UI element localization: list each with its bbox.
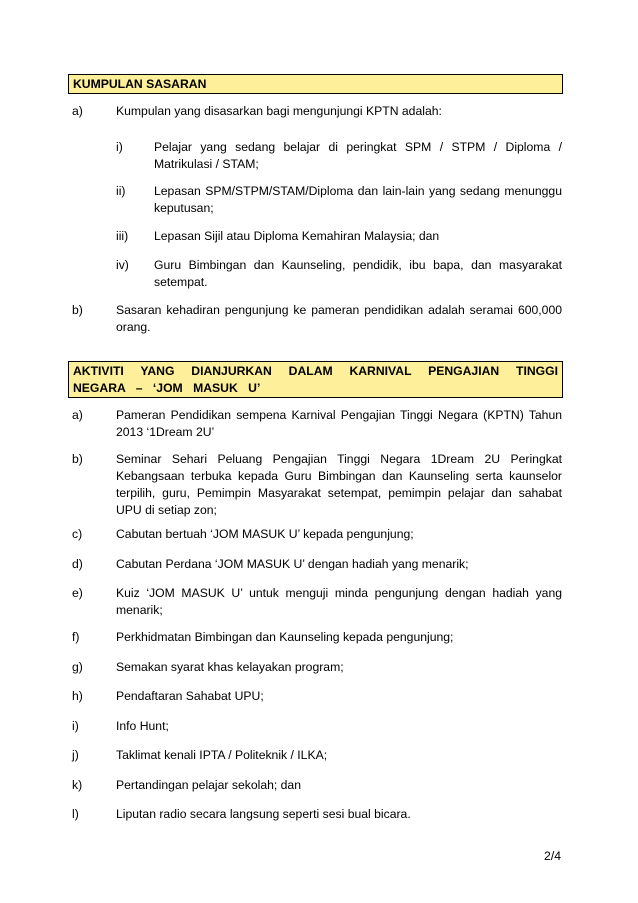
- sub-item-label: iii): [116, 229, 129, 243]
- sub-item-text: Pelajar yang sedang belajar di peringkat SPM / STPM / Diploma / Matrikulasi / STAM;: [154, 140, 562, 171]
- item-text: Sasaran kehadiran pengunjung ke pameran pendidikan adalah seramai 600,000 orang.: [116, 303, 562, 334]
- item-text: Pameran Pendidikan sempena Karnival Pengajian Tinggi Negara (KPTN) Tahun 2013 ‘1Dream 2U’: [116, 408, 562, 439]
- item-label: a): [72, 104, 83, 118]
- item-label: g): [72, 660, 83, 674]
- item-label: f): [72, 630, 80, 644]
- item-label: i): [72, 719, 79, 733]
- item-text: Seminar Sehari Peluang Pengajian Tinggi Negara 1Dream 2U Peringkat Kebangsaan terbuka kepada Guru Bimbingan dan Kaunseling serta kaunselor terpilih, guru, Pemimpin Masyarakat setempat, pemimpin pelajar dan sahabat UPU di setiap zon;: [116, 452, 562, 517]
- item-text: Semakan syarat khas kelayakan program;: [116, 660, 344, 674]
- item-text: Kumpulan yang disasarkan bagi mengunjungi KPTN adalah:: [116, 104, 442, 118]
- item-label: b): [72, 303, 83, 317]
- page-number: 2/4: [544, 849, 561, 863]
- section-heading-kumpulan-sasaran: KUMPULAN SASARAN: [68, 74, 563, 94]
- sub-item-label: iv): [116, 258, 129, 272]
- item-text: Pendaftaran Sahabat UPU;: [116, 689, 264, 703]
- sub-item-label: i): [116, 140, 123, 154]
- item-label: e): [72, 586, 83, 600]
- section-heading-aktiviti: AKTIVITI YANG DIANJURKAN DALAM KARNIVAL PENGAJIAN TINGGI NEGARA – ‘JOM MASUK U’: [68, 361, 563, 398]
- item-text: Cabutan Perdana ‘JOM MASUK U’ dengan hadiah yang menarik;: [116, 557, 469, 571]
- item-label: l): [72, 807, 79, 821]
- item-text: Info Hunt;: [116, 719, 169, 733]
- sub-item-text: Lepasan Sijil atau Diploma Kemahiran Malaysia; dan: [154, 229, 440, 243]
- item-text: Cabutan bertuah ‘JOM MASUK U’ kepada pengunjung;: [116, 527, 414, 541]
- sub-item-text: Guru Bimbingan dan Kaunseling, pendidik, ibu bapa, dan masyarakat setempat.: [154, 258, 562, 289]
- sub-item-label: ii): [116, 184, 126, 198]
- item-text: Taklimat kenali IPTA / Politeknik / ILKA;: [116, 748, 328, 762]
- item-text: Pertandingan pelajar sekolah; dan: [116, 778, 301, 792]
- item-label: d): [72, 557, 83, 571]
- sub-item-text: Lepasan SPM/STPM/STAM/Diploma dan lain-lain yang sedang menunggu keputusan;: [154, 184, 562, 215]
- item-label: h): [72, 689, 83, 703]
- item-label: a): [72, 408, 83, 422]
- item-text: Liputan radio secara langsung seperti sesi bual bicara.: [116, 807, 411, 821]
- item-text: Perkhidmatan Bimbingan dan Kaunseling kepada pengunjung;: [116, 630, 454, 644]
- item-label: j): [72, 748, 79, 762]
- item-label: k): [72, 778, 83, 792]
- item-text: Kuiz ‘JOM MASUK U’ untuk menguji minda pengunjung dengan hadiah yang menarik;: [116, 586, 562, 617]
- item-label: c): [72, 527, 83, 541]
- item-label: b): [72, 452, 83, 466]
